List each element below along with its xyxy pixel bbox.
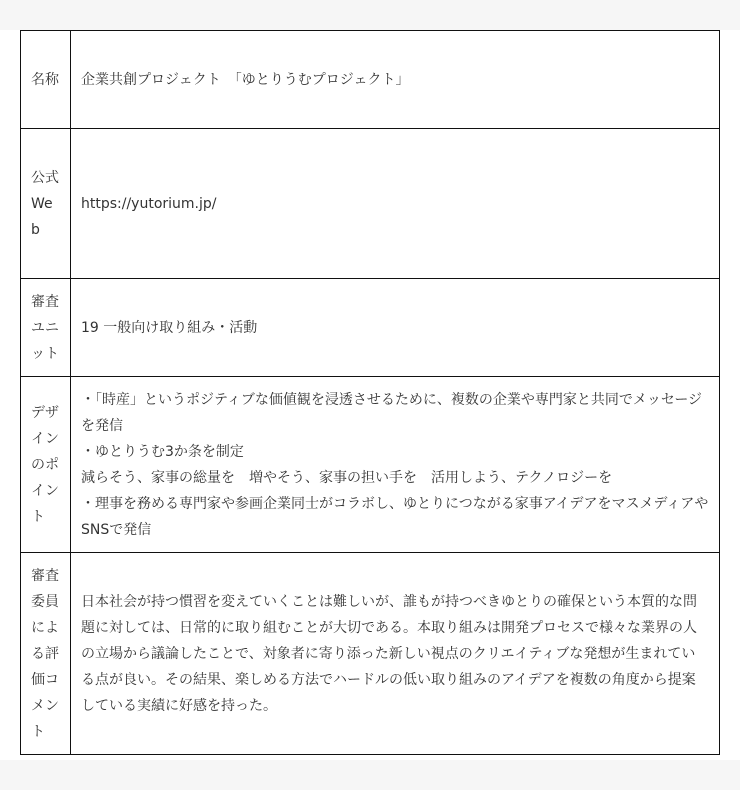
table-row-official-web bbox=[21, 129, 720, 279]
review-unit-text: 19 一般向け取り組み・活動 bbox=[81, 319, 258, 336]
value-official-web bbox=[71, 129, 720, 279]
design-point-line-4: ・理事を務める専門家や参画企業同士がコラボし、ゆとりにつながる家事アイデアをマスメディアやSNSで発信 bbox=[81, 495, 709, 538]
label-name: 名称 bbox=[21, 31, 71, 129]
page-sheet bbox=[0, 30, 740, 760]
value-jury-comment bbox=[71, 553, 720, 755]
official-web-link[interactable]: https://yutorium.jp/ bbox=[81, 195, 217, 212]
table-row-review-unit bbox=[21, 279, 720, 377]
design-point-line-2: ・ゆとりうむ3か条を制定 bbox=[81, 443, 244, 460]
award-info-table bbox=[20, 30, 720, 755]
label-official-web: 公式Web bbox=[21, 129, 71, 279]
value-review-unit bbox=[71, 279, 720, 377]
design-point-line-3: 減らそう、家事の総量を 増やそう、家事の担い手を 活用しよう、テクノロジーを bbox=[81, 469, 613, 486]
project-name-text: 企業共創プロジェクト 「ゆとりうむプロジェクト」 bbox=[81, 71, 410, 88]
table-row-design-points bbox=[21, 377, 720, 553]
jury-comment-text: 日本社会が持つ慣習を変えていくことは難しいが、誰もが持つべきゆとりの確保という本質的な問題に対しては、日常的に取り組むことが大切である。本取り組みは開発プロセスで様々な業界の人の立場から議論したことで、対象者に寄り添った新しい視点のクリエイティブな発想が生まれている点が良い。その結果、楽しめる方法でハードルの低い取り組みのアイデアを複数の角度から提案している実績に好感を持った。 bbox=[81, 593, 697, 714]
label-review-unit: 審査ユニット bbox=[21, 279, 71, 377]
table-row-name bbox=[21, 31, 720, 129]
value-design-points bbox=[71, 377, 720, 553]
label-jury-comment: 審査委員による評価コメント bbox=[21, 553, 71, 755]
design-point-line-1: ・「時産」というポジティブな価値観を浸透させるために、複数の企業や専門家と共同でメッセージを発信 bbox=[81, 391, 703, 434]
label-design-points: デザインのポイント bbox=[21, 377, 71, 553]
value-project-name bbox=[71, 31, 720, 129]
table-row-jury-comment bbox=[21, 553, 720, 755]
